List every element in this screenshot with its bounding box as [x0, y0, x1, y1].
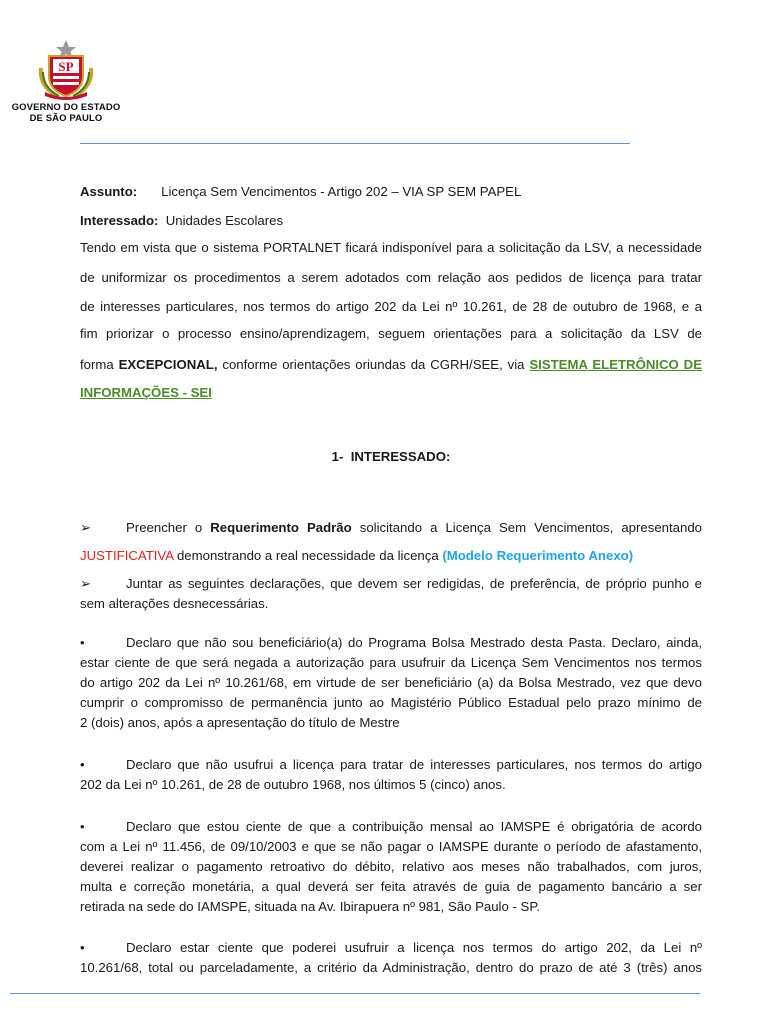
- intro-line-2: de uniformizar os procedimentos a serem adotados com relação aos pedidos de licença para tratar: [80, 270, 702, 285]
- intro-line-4: fim priorizar o processo ensino/aprendizagem, seguem orientações para a solicitação da LSV de: [80, 326, 702, 341]
- arrow-item-text-2: demonstrando a real necessidade da licença: [173, 548, 443, 563]
- declaration-1-line-1: [80, 633, 702, 653]
- arrow-item-1-line-2: [80, 546, 702, 566]
- bullet-icon: •: [80, 819, 85, 834]
- declaration-text: Declaro estar ciente que poderei usufruir a licença nos termos do artigo 202, da Lei nº: [126, 940, 702, 955]
- subject-value: Licença Sem Vencimentos - Artigo 202 – VIA SP SEM PAPEL: [161, 184, 522, 199]
- declaration-3-line-2: com a Lei nº 11.456, de 09/10/2003 e que se não pagar o IAMSPE durante o período de afastamento,: [80, 839, 702, 854]
- government-logo: [10, 38, 122, 124]
- arrow-item-2-text: Juntar as seguintes declarações, que devem ser redigidas, de preferência, de próprio punho e: [126, 576, 702, 591]
- declaration-1-line-4: cumprir o compromisso de permanência junto ao Magistério Público Estadual pelo prazo mínimo de: [80, 695, 702, 710]
- sei-link-cont[interactable]: INFORMAÇÕES - SEI: [80, 385, 212, 400]
- bullet-icon: •: [80, 757, 85, 772]
- header-divider: [80, 143, 630, 144]
- declaration-text: Declaro que não usufrui a licença para tratar de interesses particulares, nos termos do artigo: [126, 757, 702, 772]
- section-title: INTERESSADO:: [350, 449, 451, 464]
- arrow-item-2-line-2: sem alterações desnecessárias.: [80, 596, 269, 611]
- intro-line-3: de interesses particulares, nos termos do artigo 202 da Lei nº 10.261, de 28 de outubro de 1968, e a: [80, 299, 702, 314]
- intro-text-cont: conforme orientações oriundas da CGRH/SEE, via: [217, 357, 530, 372]
- subject-label: Assunto:: [80, 184, 138, 199]
- intro-line-6: [80, 383, 702, 403]
- org-name-line1: GOVERNO DO ESTADO: [11, 102, 121, 113]
- declaration-1-line-2: estar ciente de que será negada a autorização para usufruir da Licença Sem Vencimentos nos termos: [80, 655, 702, 670]
- bullet-icon: •: [80, 635, 85, 650]
- interested-line: [80, 211, 702, 231]
- arrow-bullet-icon: ➢: [80, 520, 92, 535]
- arrow-item-2-line-1: [80, 574, 702, 594]
- declaration-1-line-3: do artigo 202 da Lei nº 10.261/68, em virtude de ser beneficiário (a) da Bolsa Mestrado, vez que devo: [80, 675, 702, 690]
- intro-line-5: [80, 355, 702, 375]
- subject-line: [80, 182, 702, 202]
- declaration-2-line-1: [80, 755, 702, 775]
- justificativa-text: JUSTIFICATIVA: [80, 548, 174, 563]
- declaration-3-line-5: retirada na sede do IAMSPE, situada na Av. Ibirapuera nº 981, São Paulo - SP.: [80, 899, 541, 914]
- seal-text: SP: [58, 59, 74, 74]
- declaration-text: Declaro que não sou beneficiário(a) do Programa Bolsa Mestrado desta Pasta. Declaro, ainda,: [126, 635, 702, 650]
- section-heading: [80, 447, 702, 467]
- section-number: 1-: [331, 449, 344, 464]
- declaration-3-line-1: [80, 817, 702, 837]
- declaration-4-line-1: [80, 938, 702, 958]
- footer-divider: [10, 993, 700, 994]
- sao-paulo-coat-of-arms-icon: [31, 38, 101, 102]
- declaration-2-line-2: 202 da Lei nº 10.261, de 28 de outubro 1968, nos últimos 5 (cinco) anos.: [80, 777, 506, 792]
- declaration-4-line-2: 10.261/68, total ou parceladamente, a critério da Administração, dentro do prazo de até 3 (três) anos: [80, 960, 702, 975]
- sei-link[interactable]: SISTEMA ELETRÔNICO DE: [529, 357, 702, 372]
- modelo-requerimento-note: (Modelo Requerimento Anexo): [442, 548, 634, 563]
- declaration-3-line-3: deverei realizar o pagamento retroativo do débito, relativo aos meses não trabalhados, com juros,: [80, 859, 702, 874]
- arrow-bullet-icon: ➢: [80, 576, 92, 591]
- arrow-item-text: Preencher o: [126, 520, 211, 535]
- declaration-1-line-5: 2 (dois) anos, após a apresentação do título de Mestre: [80, 715, 400, 730]
- arrow-item-text-cont: solicitando a Licença Sem Vencimentos, apresentando: [351, 520, 702, 535]
- intro-emphasis: EXCEPCIONAL,: [118, 357, 218, 372]
- interested-value: Unidades Escolares: [165, 213, 284, 228]
- interested-label: Interessado:: [80, 213, 159, 228]
- bullet-icon: •: [80, 940, 85, 955]
- intro-line-1: Tendo em vista que o sistema PORTALNET ficará indisponível para a solicitação da LSV, a necessidade: [80, 240, 702, 255]
- requerimento-padrao: Requerimento Padrão: [210, 520, 352, 535]
- declaration-text: Declaro que estou ciente de que a contribuição mensal ao IAMSPE é obrigatória de acordo: [126, 819, 702, 834]
- arrow-item-1-line-1: [80, 518, 702, 538]
- intro-text: forma: [80, 357, 119, 372]
- declaration-3-line-4: multa e correção monetária, a qual deverá ser feita através de guia de pagamento bancário a ser: [80, 879, 702, 894]
- org-name-line2: DE SÃO PAULO: [29, 113, 103, 124]
